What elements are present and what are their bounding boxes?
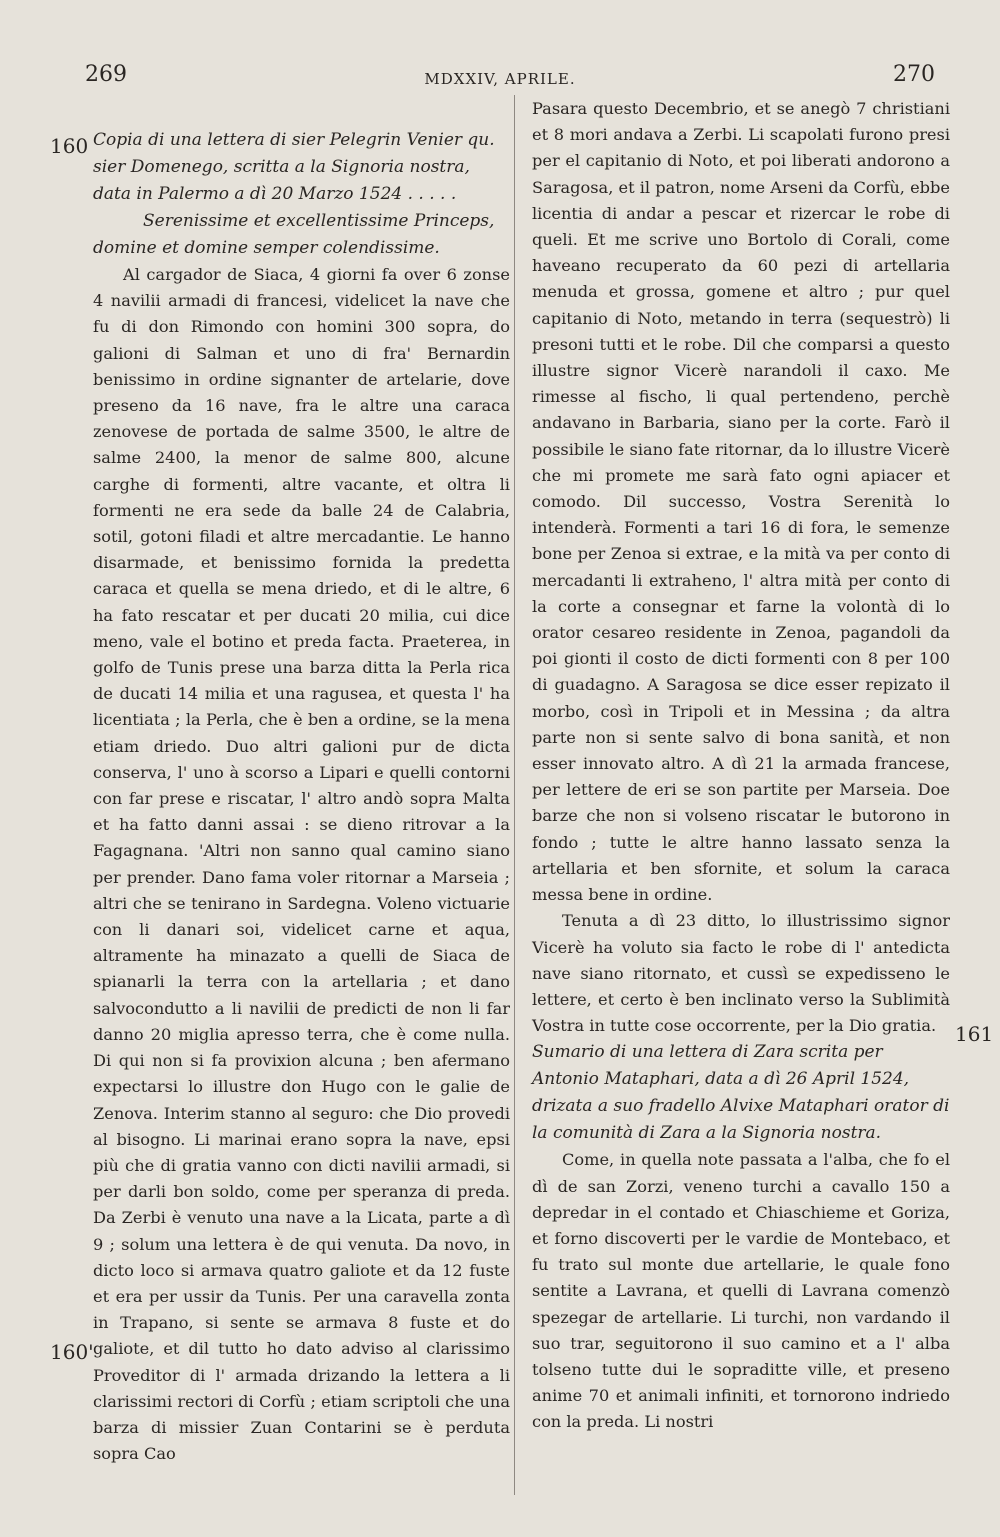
left-column	[93, 127, 510, 1467]
margin-number-left-bottom: 160'	[50, 1340, 94, 1364]
letter-title: Copia di una lettera di sier Pelegrin Venier qu. sier Domenego, scritta a la Signoria nostra, data in Palermo a dì 20 Marzo 1524 . . . . .	[93, 130, 495, 204]
summary-body: Come, in quella note passata a l'alba, che fo el dì de san Zorzi, veneno turchi a cavallo 150 a depredar in el contado et Chiaschieme et Goriza, et forno discoverti per le vardie de Montebaco, et fu trato sul monte due artellarie, le quale fono sentite a Lavrana, et quelli di Lavrana comenzò spezegar de artellarie. Li turchi, non vardando il suo trar, seguitorono il suo camino et a l' alba tolseno tutte dui le sopraditte ville, et preseno anime 70 et animali infiniti, et tornorono indriedo con la preda. Li nostri	[532, 1150, 950, 1432]
letter-body-continued: Pasara questo Decembrio, et se anegò 7 christiani et 8 mori andava a Zerbi. Li scapolati furono presi per el capitanio di Noto, et poi liberati andorono a Saragosa, et il patron, nome Arseni da Corfù, ebbe licentia di andar a pescar et rizercar le robe di queli. Et me scrive uno Bortolo di Corali, come haveano recuperato da 60 pezi di artellaria menuda et grossa, gomene et altro ; pur quel capitanio di Noto, metando in terra (sequestrò) li presoni tutti et le robe. Dil che comparsi a questo illustre signor Vicerè narandoli il caxo. Me rimesse al fischo, li qual pertendeno, perchè andavano in Barbaria, siano per la corte. Farò il possibile le siano fate ritornar, da lo illustre Vicerè che mi promete me sarà fato ogni apiacer et comodo. Dil successo, Vostra Serenità lo intenderà. Formenti a tari 16 di fora, le semenze bone per Zenoa si extrae, e la mità va per conto di mercadanti li extraheno, l' altra mità per conto di la corte a consegnar et farne la volontà di lo orator cesareo residente in Zenoa, pagandoli da poi gionti il costo de dicti formenti con 8 per 100 di guadagno. A Saragosa se dice esser repizato il morbo, così in Tripoli et in Messina ; da altra parte non si sente salvo di bona sanità, et non esser innovato altro. A dì 21 la armada francese, per lettere de eri se son partite per Marseia. Doe barze che non si volseno riscatar le butorono in fondo ; tutte le altre hanno lassato senza la artellaria et ben sfornite, et solum la caraca messa bene in ordine.	[532, 99, 950, 905]
letter-salutation: Serenissime et excellentissime Princeps, domine et domine semper colendissime.	[93, 211, 495, 258]
left-page-number: 269	[85, 62, 127, 87]
right-page-number: 270	[893, 62, 935, 87]
running-head: MDXXIV, APRILE.	[424, 70, 576, 88]
letter-postscript: Tenuta a dì 23 ditto, lo illustrissimo signor Vicerè ha voluto sia facto le robe di l' antedicta nave siano ritornato, et cussì se expedisseno le lettere, et certo è ben inclinato verso la Sublimità Vostra in tutte cose occorrente, per la Dio gratia.	[532, 911, 950, 1036]
column-divider	[514, 95, 515, 1495]
margin-number-left-top: 160	[50, 134, 89, 158]
letter-body: Al cargador de Siaca, 4 giorni fa over 6 zonse 4 navilii armadi di francesi, videlicet la nave che fu di don Rimondo con homini 300 sopra, do galioni di Salman et uno di fra' Bernardin benissimo in ordine signanter de artelarie, dove preseno da 16 nave, fra le altre una caraca zenovese de portada de salme 3500, le altre de salme 2400, la menor de salme 800, alcune carghe di formenti, altre vacante, et oltra li formenti ne era sede da balle 24 de Calabria, sotil, gotoni filadi et altre mercadantie. Le hanno disarmade, et benissimo fornida la predetta caraca et quella se mena driedo, et di le altre, 6 ha fato rescatar et per ducati 20 milia, cui dice meno, vale el botino et preda facta. Praeterea, in golfo de Tunis prese una barza ditta la Perla rica de ducati 14 milia et una ragusea, et questa l' ha licentiata ; la Perla, che è ben a ordine, se la mena etiam driedo. Duo altri galioni pur de dicta conserva, l' uno à scorso a Lipari e quelli contorni con far prese e riscatar, l' altro andò sopra Malta et ha fatto danni assai : se dieno ritrovar a la Fagagnana. 'Altri non sanno qual camino siano per prender. Dano fama voler ritornar a Marseia ; altri che se tenirano in Sardegna. Voleno victuarie con li danari soi, videlicet carne et aqua, altramente ha minazato a quelli de Siaca de spianarli la terra con la artellaria ; et dano salvocondutto a li navilii de predicti de non li far danno 20 miglia apresso terra, che è come nulla. Di qui non si fa provixion alcuna ; ben afermano expectarsi lo illustre don Hugo con le galie de Zenova. Interim stanno al seguro: che Dio provedi al bisogno. Li marinai erano sopra la nave, epsi più che di gratia vanno con dicti navilii armadi, si per darli bon soldo, come per speranza di preda. Da Zerbi è venuto una nave a la Licata, parte a dì 9 ; solum una lettera è de qui venuta. Da novo, in dicto loco si armava quatro galiote et da 12 fuste et era per ussir da Tunis. Per una caravella zonta in Trapano, si sente se armava 8 fuste et do galiote, et dil tutto ho dato adviso al clarissimo Proveditor di l' armada drizando la lettera a li clarissimi rectori di Corfù ; etiam scriptoli che una barza di missier Zuan Contarini se è perduta sopra Cao	[93, 265, 510, 1464]
right-column	[532, 96, 950, 1436]
margin-number-right: 161	[955, 1022, 994, 1046]
summary-title: Sumario di una lettera di Zara scrita per Antonio Mataphari, data a dì 26 April 1524, drizata a suo fradello Alvixe Mataphari orator di la comunità di Zara a la Signoria nostra.	[532, 1042, 950, 1144]
